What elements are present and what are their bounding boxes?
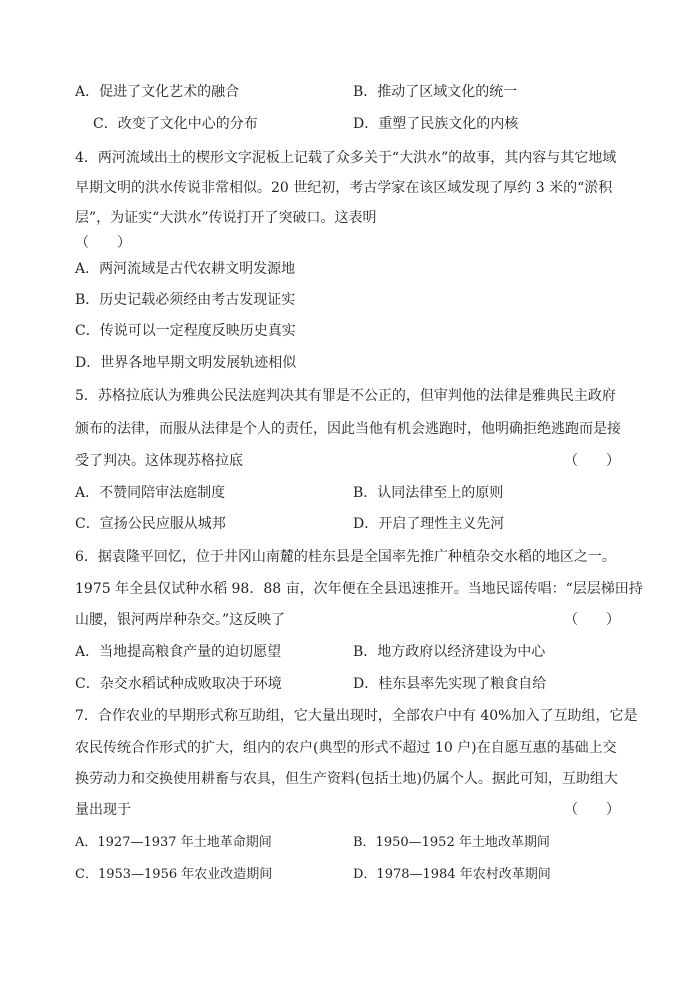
q4-option-b: B．历史记载必须经由考古发现证实	[75, 292, 296, 308]
q7-option-a: A．1927—1937 年土地革命期间	[75, 835, 272, 850]
q7-option-b: B．1950—1952 年土地改革期间	[353, 835, 550, 850]
q7-option-c: C．1953—1956 年农业改造期间	[75, 867, 273, 882]
q5-options-row-2	[75, 515, 635, 533]
q7-stem-line-2: 农民传统合作形式的扩大，组内的农户(典型的形式不超过 10 户)在自愿互惠的基础上交	[75, 740, 617, 756]
q6-stem-line-3: 山腰，银河两岸种杂交。”这反映了	[75, 612, 286, 628]
q6-stem-line-2: 1975 年全县仅试种水稻 98．88 亩，次年便在全县迅速推开。当地民谣传唱：“层层梯田持	[75, 581, 643, 597]
q3-options-row-1	[75, 83, 635, 101]
q5-stem-line-3: 受了判决。这体现苏格拉底	[75, 453, 243, 469]
q5-options-row-1	[75, 484, 635, 502]
q6-option-b: B．地方政府以经济建设为中心	[353, 644, 546, 660]
q7-stem-line-1: 7．合作农业的早期形式称互助组，它大量出现时，全部农户中有 40%加入了互助组，它是	[75, 708, 638, 724]
q7-stem-line-4: 量出现于	[75, 802, 131, 818]
q4-option-a: A．两河流域是古代农耕文明发源地	[75, 261, 296, 277]
q6-answer-bracket: （ ）	[564, 612, 620, 628]
q6-option-a: A．当地提高粮食产量的迫切愿望	[75, 644, 282, 660]
q4-stem-line-2: 早期文明的洪水传说非常相似。20 世纪初，考古学家在该区域发现了厚约 3 米的“淤积	[75, 180, 613, 196]
q7-options-row-1	[75, 834, 635, 852]
q5-stem-line-3-row	[75, 452, 620, 470]
q4-stem-line-3: 层”，为证实“大洪水”传说打开了突破口。这表明	[75, 210, 377, 226]
q7-answer-bracket: （ ）	[564, 802, 620, 818]
q5-option-a: A．不赞同陪审法庭制度	[75, 485, 226, 501]
q5-option-d: D．开启了理性主义先河	[353, 516, 505, 532]
q7-stem-line-4-row	[75, 801, 620, 819]
q6-option-d: D．桂东县率先实现了粮食自给	[353, 676, 547, 692]
q6-options-row-2	[75, 675, 635, 693]
q7-stem-line-3: 换劳动力和交换使用耕畜与农具，但生产资料(包括土地)仍属个人。据此可知，互助组大	[75, 771, 618, 787]
q6-stem-line-1: 6．据袁隆平回忆，位于井冈山南麓的桂东县是全国率先推广种植杂交水稻的地区之一。	[75, 549, 616, 565]
q3-options-row-2	[93, 115, 653, 133]
q6-option-c: C．杂交水稻试种成败取决于环境	[75, 676, 282, 692]
q7-option-d: D．1978—1984 年农村改革期间	[353, 867, 551, 882]
q6-options-row-1	[75, 643, 635, 661]
q5-stem-line-2: 颁布的法律，而服从法律是个人的责任，因此当他有机会逃跑时，他明确拒绝逃跑而是接	[75, 421, 621, 437]
q4-option-c: C．传说可以一定程度反映历史真实	[75, 323, 296, 339]
q3-option-c: C．改变了文化中心的分布	[93, 116, 258, 132]
q3-option-a: A．促进了文化艺术的融合	[75, 84, 240, 100]
q5-answer-bracket: （ ）	[564, 453, 620, 469]
q7-options-row-2	[75, 866, 635, 884]
q4-option-d: D．世界各地早期文明发展轨迹相似	[75, 355, 297, 371]
q3-option-d: D．重塑了民族文化的内核	[353, 116, 519, 132]
q5-stem-line-1: 5．苏格拉底认为雅典公民法庭判决其有罪是不公正的，但审判他的法律是雅典民主政府	[75, 388, 616, 404]
q4-answer-bracket: （ ）	[75, 235, 131, 251]
q4-stem-line-1: 4．两河流域出土的楔形文字泥板上记载了众多关于“大洪水”的故事，其内容与其它地域	[75, 150, 617, 166]
q5-option-b: B．认同法律至上的原则	[353, 485, 504, 501]
q6-stem-line-3-row	[75, 611, 620, 629]
q3-option-b: B．推动了区域文化的统一	[353, 84, 518, 100]
q5-option-c: C．宣扬公民应服从城邦	[75, 516, 226, 532]
